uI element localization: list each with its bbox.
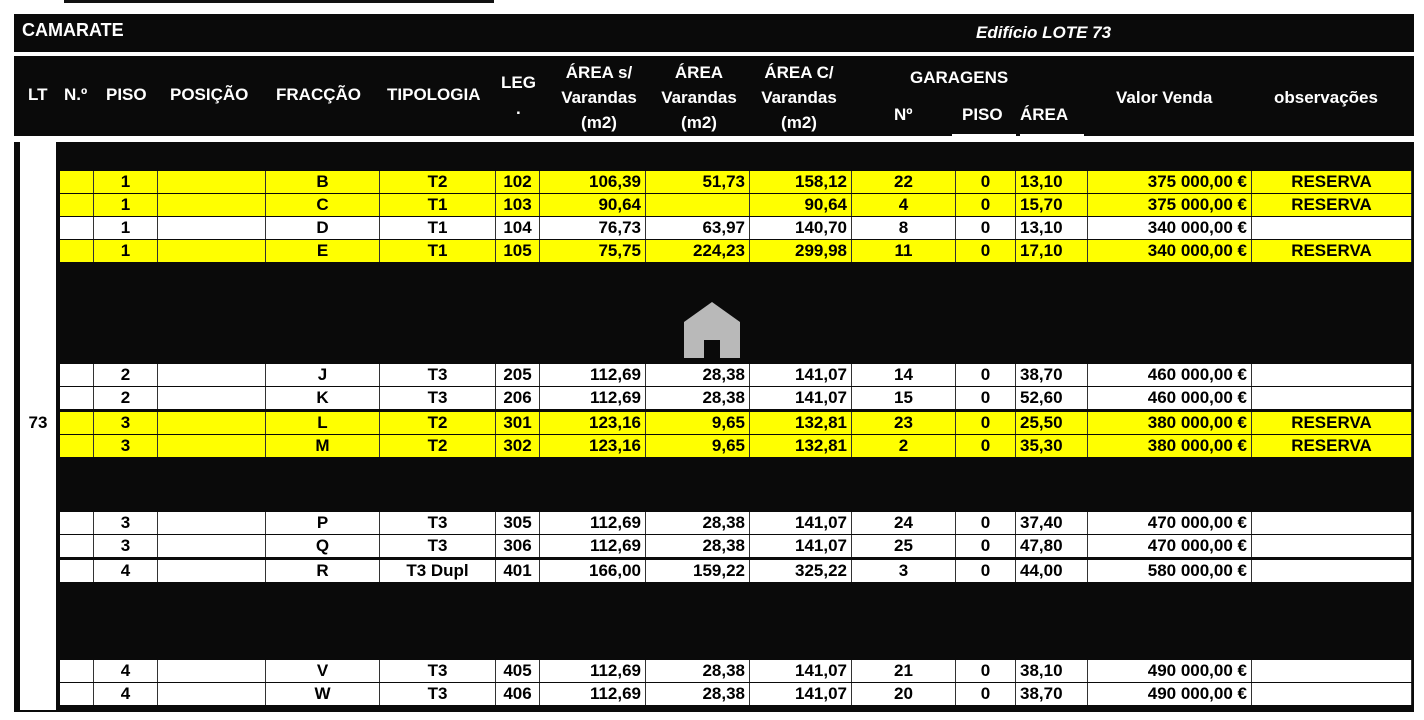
cell-area_s: 112,69 bbox=[540, 387, 646, 409]
cell-tipologia: T1 bbox=[380, 240, 496, 262]
cell-valor: 380 000,00 € bbox=[1088, 435, 1252, 457]
cell-piso: 4 bbox=[94, 660, 158, 682]
header-area-c-3: (m2) bbox=[781, 113, 817, 132]
cell-fraccao: J bbox=[266, 364, 380, 386]
cell-leg: 205 bbox=[496, 364, 540, 386]
cell-tipologia: T1 bbox=[380, 217, 496, 239]
cell-blank bbox=[158, 171, 266, 193]
cell-g_num: 2 bbox=[852, 435, 956, 457]
cell-area_s: 112,69 bbox=[540, 683, 646, 705]
cell-obs: RESERVA bbox=[1252, 171, 1412, 193]
header-area-c-1: ÁREA C/ bbox=[764, 63, 834, 82]
table-row bbox=[0, 435, 1412, 457]
cell-g_num: 8 bbox=[852, 217, 956, 239]
cell-area_c: 325,22 bbox=[750, 560, 852, 582]
cell-g_area: 37,40 bbox=[1016, 512, 1088, 534]
cell-g_num: 15 bbox=[852, 387, 956, 409]
cell-leg: 102 bbox=[496, 171, 540, 193]
cell-blank bbox=[60, 387, 94, 409]
cell-leg: 206 bbox=[496, 387, 540, 409]
cell-fraccao: M bbox=[266, 435, 380, 457]
cell-fraccao: D bbox=[266, 217, 380, 239]
cell-fraccao: B bbox=[266, 171, 380, 193]
header-area-underline bbox=[1020, 134, 1084, 138]
header-valor: Valor Venda bbox=[1116, 88, 1213, 107]
cell-area_v: 28,38 bbox=[646, 364, 750, 386]
header-area-c-2: Varandas bbox=[761, 88, 837, 107]
table-row bbox=[0, 194, 1412, 216]
cell-fraccao: V bbox=[266, 660, 380, 682]
cell-g_piso: 0 bbox=[956, 240, 1016, 262]
header-leg: LEG bbox=[501, 73, 536, 92]
cell-piso: 1 bbox=[94, 171, 158, 193]
cell-valor: 460 000,00 € bbox=[1088, 364, 1252, 386]
cell-piso: 2 bbox=[94, 387, 158, 409]
cell-blank bbox=[158, 512, 266, 534]
cell-g_area: 47,80 bbox=[1016, 535, 1088, 557]
cell-area_c: 141,07 bbox=[750, 512, 852, 534]
cell-obs bbox=[1252, 387, 1412, 409]
cell-obs bbox=[1252, 535, 1412, 557]
cell-blank bbox=[60, 435, 94, 457]
cell-area_s: 112,69 bbox=[540, 660, 646, 682]
table-row bbox=[0, 364, 1412, 386]
cell-area_c: 141,07 bbox=[750, 364, 852, 386]
cell-tipologia: T2 bbox=[380, 171, 496, 193]
cell-leg: 405 bbox=[496, 660, 540, 682]
cell-area_v: 28,38 bbox=[646, 535, 750, 557]
cell-blank bbox=[158, 240, 266, 262]
cell-g_area: 38,70 bbox=[1016, 683, 1088, 705]
cell-blank bbox=[158, 387, 266, 409]
cell-g_num: 21 bbox=[852, 660, 956, 682]
cell-leg: 306 bbox=[496, 535, 540, 557]
cell-g_piso: 0 bbox=[956, 194, 1016, 216]
cell-g_piso: 0 bbox=[956, 683, 1016, 705]
cell-area_c: 158,12 bbox=[750, 171, 852, 193]
header-area-s-2: Varandas bbox=[561, 88, 637, 107]
header-posicao: POSIÇÃO bbox=[170, 85, 249, 104]
top-rule bbox=[64, 0, 494, 3]
cell-tipologia: T3 bbox=[380, 387, 496, 409]
cell-area_s: 112,69 bbox=[540, 535, 646, 557]
cell-area_c: 132,81 bbox=[750, 412, 852, 434]
cell-area_v: 63,97 bbox=[646, 217, 750, 239]
header-area-v-2: Varandas bbox=[661, 88, 737, 107]
table-row bbox=[0, 660, 1412, 682]
cell-valor: 340 000,00 € bbox=[1088, 240, 1252, 262]
cell-area_c: 140,70 bbox=[750, 217, 852, 239]
cell-leg: 401 bbox=[496, 560, 540, 582]
header-num: N.º bbox=[64, 85, 88, 104]
cell-g_num: 24 bbox=[852, 512, 956, 534]
cell-g_area: 52,60 bbox=[1016, 387, 1088, 409]
cell-area_s: 75,75 bbox=[540, 240, 646, 262]
header-area-s-1: ÁREA s/ bbox=[565, 63, 633, 82]
cell-g_area: 38,70 bbox=[1016, 364, 1088, 386]
cell-g_num: 3 bbox=[852, 560, 956, 582]
cell-blank bbox=[60, 240, 94, 262]
cell-obs bbox=[1252, 512, 1412, 534]
cell-fraccao: Q bbox=[266, 535, 380, 557]
cell-g_area: 38,10 bbox=[1016, 660, 1088, 682]
cell-g_num: 11 bbox=[852, 240, 956, 262]
cell-obs: RESERVA bbox=[1252, 412, 1412, 434]
header-area-v-1: ÁREA bbox=[674, 63, 724, 82]
cell-blank bbox=[158, 217, 266, 239]
cell-valor: 375 000,00 € bbox=[1088, 171, 1252, 193]
table-row bbox=[0, 171, 1412, 193]
cell-g_piso: 0 bbox=[956, 412, 1016, 434]
cell-area_s: 106,39 bbox=[540, 171, 646, 193]
cell-tipologia: T2 bbox=[380, 435, 496, 457]
cell-valor: 460 000,00 € bbox=[1088, 387, 1252, 409]
cell-g_area: 13,10 bbox=[1016, 171, 1088, 193]
cell-tipologia: T2 bbox=[380, 412, 496, 434]
cell-fraccao: K bbox=[266, 387, 380, 409]
cell-piso: 3 bbox=[94, 435, 158, 457]
cell-g_piso: 0 bbox=[956, 660, 1016, 682]
cell-blank bbox=[158, 683, 266, 705]
cell-piso: 3 bbox=[94, 512, 158, 534]
cell-g_piso: 0 bbox=[956, 512, 1016, 534]
cell-area_c: 90,64 bbox=[750, 194, 852, 216]
cell-blank bbox=[60, 660, 94, 682]
cell-tipologia: T3 bbox=[380, 683, 496, 705]
cell-obs: RESERVA bbox=[1252, 194, 1412, 216]
cell-piso: 1 bbox=[94, 194, 158, 216]
cell-g_num: 22 bbox=[852, 171, 956, 193]
table-row bbox=[0, 217, 1412, 239]
cell-leg: 406 bbox=[496, 683, 540, 705]
cell-obs: RESERVA bbox=[1252, 240, 1412, 262]
header-leg-dot: . bbox=[516, 99, 521, 118]
cell-g_piso: 0 bbox=[956, 217, 1016, 239]
cell-area_c: 141,07 bbox=[750, 683, 852, 705]
cell-area_s: 112,69 bbox=[540, 364, 646, 386]
cell-blank bbox=[158, 435, 266, 457]
cell-area_v: 28,38 bbox=[646, 387, 750, 409]
cell-leg: 302 bbox=[496, 435, 540, 457]
cell-blank bbox=[158, 412, 266, 434]
cell-blank bbox=[60, 535, 94, 557]
table-row bbox=[0, 387, 1412, 409]
cell-blank bbox=[60, 512, 94, 534]
table-header bbox=[14, 56, 1414, 136]
cell-obs bbox=[1252, 217, 1412, 239]
cell-blank bbox=[60, 683, 94, 705]
cell-area_c: 299,98 bbox=[750, 240, 852, 262]
cell-valor: 580 000,00 € bbox=[1088, 560, 1252, 582]
cell-area_s: 123,16 bbox=[540, 435, 646, 457]
cell-area_s: 76,73 bbox=[540, 217, 646, 239]
cell-blank bbox=[60, 194, 94, 216]
cell-tipologia: T3 bbox=[380, 512, 496, 534]
cell-fraccao: E bbox=[266, 240, 380, 262]
header-fraccao: FRACÇÃO bbox=[276, 85, 361, 104]
cell-g_area: 17,10 bbox=[1016, 240, 1088, 262]
cell-area_c: 132,81 bbox=[750, 435, 852, 457]
cell-area_v: 51,73 bbox=[646, 171, 750, 193]
cell-g_area: 15,70 bbox=[1016, 194, 1088, 216]
cell-fraccao: R bbox=[266, 560, 380, 582]
header-lt: LT bbox=[28, 85, 48, 104]
cell-valor: 490 000,00 € bbox=[1088, 683, 1252, 705]
cell-area_v: 28,38 bbox=[646, 683, 750, 705]
cell-area_c: 141,07 bbox=[750, 387, 852, 409]
header-tipologia: TIPOLOGIA bbox=[387, 85, 481, 104]
cell-g_piso: 0 bbox=[956, 535, 1016, 557]
cell-g_piso: 0 bbox=[956, 364, 1016, 386]
cell-area_v bbox=[646, 194, 750, 216]
cell-blank bbox=[60, 560, 94, 582]
cell-obs: RESERVA bbox=[1252, 435, 1412, 457]
location-title: CAMARATE bbox=[22, 20, 124, 40]
cell-tipologia: T3 Dupl bbox=[380, 560, 496, 582]
cell-blank bbox=[60, 364, 94, 386]
header-g-area: ÁREA bbox=[1020, 105, 1069, 124]
building-title: Edifício LOTE 73 bbox=[976, 23, 1112, 42]
title-banner bbox=[14, 14, 1414, 52]
header-obs: observações bbox=[1274, 88, 1378, 107]
cell-area_s: 112,69 bbox=[540, 512, 646, 534]
cell-g_area: 25,50 bbox=[1016, 412, 1088, 434]
cell-valor: 375 000,00 € bbox=[1088, 194, 1252, 216]
cell-blank bbox=[60, 217, 94, 239]
cell-area_v: 9,65 bbox=[646, 435, 750, 457]
cell-leg: 104 bbox=[496, 217, 540, 239]
cell-tipologia: T1 bbox=[380, 194, 496, 216]
header-g-num: Nº bbox=[894, 105, 913, 124]
cell-area_v: 28,38 bbox=[646, 660, 750, 682]
cell-g_num: 25 bbox=[852, 535, 956, 557]
cell-fraccao: P bbox=[266, 512, 380, 534]
cell-area_v: 224,23 bbox=[646, 240, 750, 262]
cell-obs bbox=[1252, 560, 1412, 582]
header-area-v-3: (m2) bbox=[681, 113, 717, 132]
cell-obs bbox=[1252, 683, 1412, 705]
cell-valor: 490 000,00 € bbox=[1088, 660, 1252, 682]
cell-area_v: 28,38 bbox=[646, 512, 750, 534]
cell-piso: 1 bbox=[94, 217, 158, 239]
cell-tipologia: T3 bbox=[380, 535, 496, 557]
header-g-piso: PISO bbox=[962, 105, 1003, 124]
header-piso: PISO bbox=[106, 85, 147, 104]
table-row bbox=[0, 683, 1412, 705]
cell-tipologia: T3 bbox=[380, 364, 496, 386]
cell-g_area: 35,30 bbox=[1016, 435, 1088, 457]
cell-g_area: 13,10 bbox=[1016, 217, 1088, 239]
cell-g_num: 23 bbox=[852, 412, 956, 434]
header-area-s-3: (m2) bbox=[581, 113, 617, 132]
cell-blank bbox=[60, 412, 94, 434]
cell-valor: 470 000,00 € bbox=[1088, 535, 1252, 557]
cell-piso: 4 bbox=[94, 560, 158, 582]
cell-area_v: 9,65 bbox=[646, 412, 750, 434]
cell-blank bbox=[158, 660, 266, 682]
cell-area_s: 90,64 bbox=[540, 194, 646, 216]
cell-g_piso: 0 bbox=[956, 560, 1016, 582]
cell-area_s: 123,16 bbox=[540, 412, 646, 434]
cell-obs bbox=[1252, 660, 1412, 682]
cell-leg: 305 bbox=[496, 512, 540, 534]
cell-g_num: 4 bbox=[852, 194, 956, 216]
table-row bbox=[0, 240, 1412, 262]
cell-leg: 301 bbox=[496, 412, 540, 434]
header-piso-underline bbox=[952, 134, 1016, 138]
cell-piso: 3 bbox=[94, 412, 158, 434]
cell-fraccao: C bbox=[266, 194, 380, 216]
cell-g_num: 14 bbox=[852, 364, 956, 386]
cell-blank bbox=[158, 560, 266, 582]
cell-g_num: 20 bbox=[852, 683, 956, 705]
house-watermark-icon bbox=[682, 300, 742, 360]
cell-obs bbox=[1252, 364, 1412, 386]
table-row bbox=[0, 512, 1412, 534]
cell-area_c: 141,07 bbox=[750, 660, 852, 682]
header-garagens: GARAGENS bbox=[910, 68, 1009, 87]
cell-piso: 3 bbox=[94, 535, 158, 557]
cell-g_piso: 0 bbox=[956, 435, 1016, 457]
cell-g_piso: 0 bbox=[956, 387, 1016, 409]
cell-area_v: 159,22 bbox=[646, 560, 750, 582]
cell-valor: 470 000,00 € bbox=[1088, 512, 1252, 534]
cell-tipologia: T3 bbox=[380, 660, 496, 682]
cell-blank bbox=[158, 194, 266, 216]
cell-fraccao: L bbox=[266, 412, 380, 434]
cell-leg: 103 bbox=[496, 194, 540, 216]
lt-value: 73 bbox=[28, 413, 48, 432]
cell-area_c: 141,07 bbox=[750, 535, 852, 557]
table-row bbox=[0, 412, 1412, 434]
cell-valor: 340 000,00 € bbox=[1088, 217, 1252, 239]
table-row bbox=[0, 560, 1412, 582]
cell-piso: 4 bbox=[94, 683, 158, 705]
cell-blank bbox=[60, 171, 94, 193]
cell-blank bbox=[158, 535, 266, 557]
cell-valor: 380 000,00 € bbox=[1088, 412, 1252, 434]
cell-piso: 2 bbox=[94, 364, 158, 386]
cell-fraccao: W bbox=[266, 683, 380, 705]
cell-piso: 1 bbox=[94, 240, 158, 262]
cell-g_area: 44,00 bbox=[1016, 560, 1088, 582]
table-row bbox=[0, 535, 1412, 557]
cell-g_piso: 0 bbox=[956, 171, 1016, 193]
cell-area_s: 166,00 bbox=[540, 560, 646, 582]
cell-blank bbox=[158, 364, 266, 386]
cell-leg: 105 bbox=[496, 240, 540, 262]
